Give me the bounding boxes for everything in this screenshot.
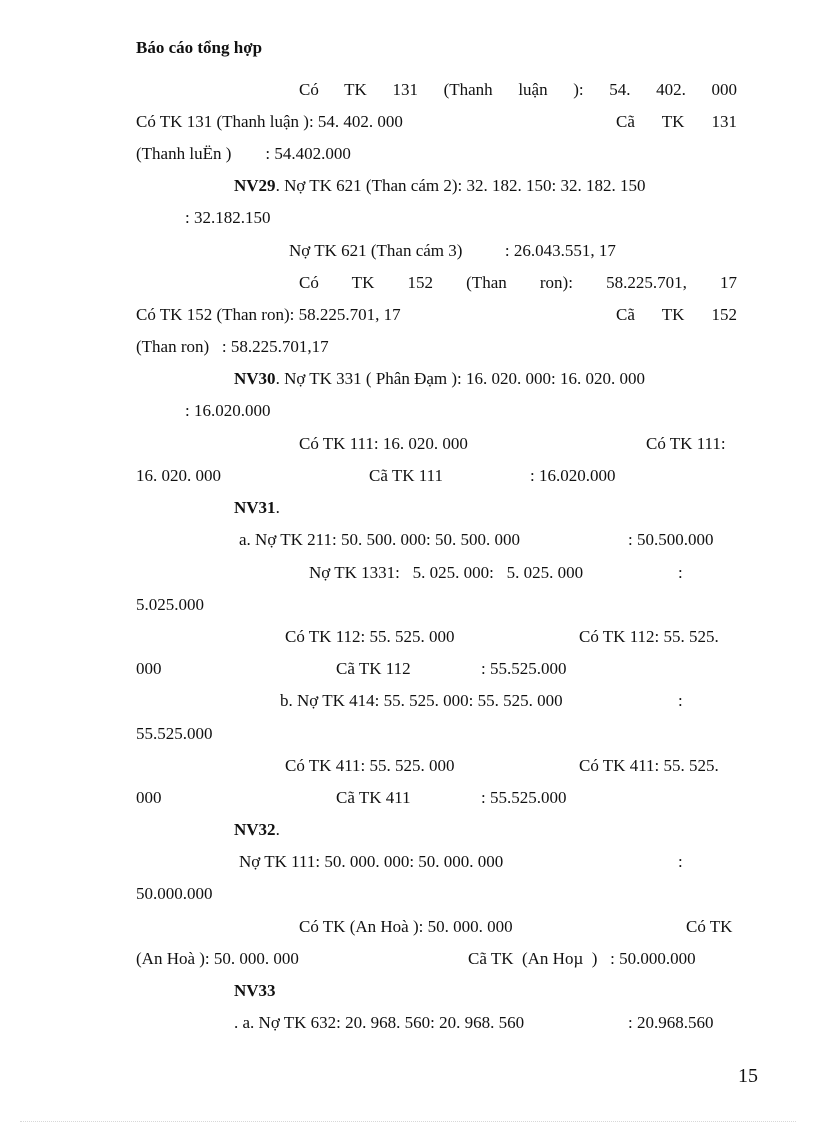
text-line <box>234 819 280 841</box>
line-text: . Nợ TK 621 (Than cám 2): 32. 182. 150: 32. 182. 150 <box>275 176 646 195</box>
text-line: Cã TK (An Hoµ ) : 50.000.000 <box>468 949 696 968</box>
footer-divider <box>20 1121 796 1122</box>
text-line: : <box>678 852 683 871</box>
text-line: 000 <box>136 788 162 807</box>
line-text: Có TK 152 (Than ron): 58.225.701, 17 <box>299 273 737 292</box>
entry-label: NV31 <box>234 498 276 517</box>
text-line: Nợ TK 1331: 5. 025. 000: 5. 025. 000 <box>309 563 584 582</box>
text-line <box>299 79 737 101</box>
text-line: : 50.500.000 <box>628 530 714 549</box>
text-line: 50.000.000 <box>136 884 213 903</box>
text-line: Cã TK 112 <box>336 659 411 678</box>
text-line: : 16.020.000 <box>530 466 616 485</box>
text-line: Nợ TK 111: 50. 000. 000: 50. 000. 000 <box>239 852 504 871</box>
text-line: : 55.525.000 <box>481 659 567 678</box>
text-line: Có TK 411: 55. 525. 000 <box>285 756 455 775</box>
text-line: 000 <box>136 659 162 678</box>
text-line <box>616 304 737 326</box>
text-line: Có TK (An Hoà ): 50. 000. 000 <box>299 917 513 936</box>
text-line: : 55.525.000 <box>481 788 567 807</box>
text-line: Có TK 111: 16. 020. 000 <box>299 434 468 453</box>
text-line <box>234 175 645 197</box>
text-line: . a. Nợ TK 632: 20. 968. 560: 20. 968. 560 <box>234 1013 525 1032</box>
page-header: Báo cáo tổng hợp <box>136 38 263 57</box>
text-line: : 16.020.000 <box>185 401 271 420</box>
page-number: 15 <box>738 1065 758 1087</box>
text-line: : <box>678 563 683 582</box>
text-line: (Thanh luËn ) : 54.402.000 <box>136 144 351 163</box>
text-line: b. Nợ TK 414: 55. 525. 000: 55. 525. 000 <box>280 691 563 710</box>
text-line: : <box>678 691 683 710</box>
text-line: (Than ron) : 58.225.701,17 <box>136 337 329 356</box>
text-line: : 32.182.150 <box>185 208 271 227</box>
line-text: Cã TK 131 <box>616 112 737 131</box>
text-line: Có TK <box>686 917 733 936</box>
text-line: Nợ TK 621 (Than cám 3) : 26.043.551, 17 <box>289 241 616 260</box>
entry-label: NV33 <box>234 981 276 1000</box>
line-text: . <box>275 498 280 517</box>
text-line: Cã TK 111 <box>369 466 443 485</box>
text-line <box>299 272 737 294</box>
text-line: Có TK 112: 55. 525. <box>579 627 719 646</box>
line-text: . Nợ TK 331 ( Phân Đạm ): 16. 020. 000: 16. 020. 000 <box>275 369 645 388</box>
text-line: Có TK 112: 55. 525. 000 <box>285 627 455 646</box>
text-line: Có TK 152 (Than ron): 58.225.701, 17 <box>136 305 401 324</box>
entry-label: NV32 <box>234 820 276 839</box>
text-line: Có TK 111: <box>646 434 726 453</box>
text-line: a. Nợ TK 211: 50. 500. 000: 50. 500. 000 <box>239 530 520 549</box>
text-line: 5.025.000 <box>136 595 204 614</box>
text-line: 16. 020. 000 <box>136 466 221 485</box>
text-line: Có TK 131 (Thanh luận ): 54. 402. 000 <box>136 112 403 131</box>
text-line <box>616 111 737 133</box>
line-text: Cã TK 152 <box>616 305 737 324</box>
text-line <box>234 980 276 1002</box>
text-line: Cã TK 411 <box>336 788 411 807</box>
text-line: Có TK 411: 55. 525. <box>579 756 719 775</box>
text-line: : 20.968.560 <box>628 1013 714 1032</box>
text-line: 55.525.000 <box>136 724 213 743</box>
line-text: Có TK 131 (Thanh luận ): 54. 402. 000 <box>299 80 737 99</box>
entry-label: NV30 <box>234 369 276 388</box>
text-line: (An Hoà ): 50. 000. 000 <box>136 949 299 968</box>
line-text: . <box>275 820 280 839</box>
text-line <box>234 497 280 519</box>
entry-label: NV29 <box>234 176 276 195</box>
text-line <box>234 368 645 390</box>
